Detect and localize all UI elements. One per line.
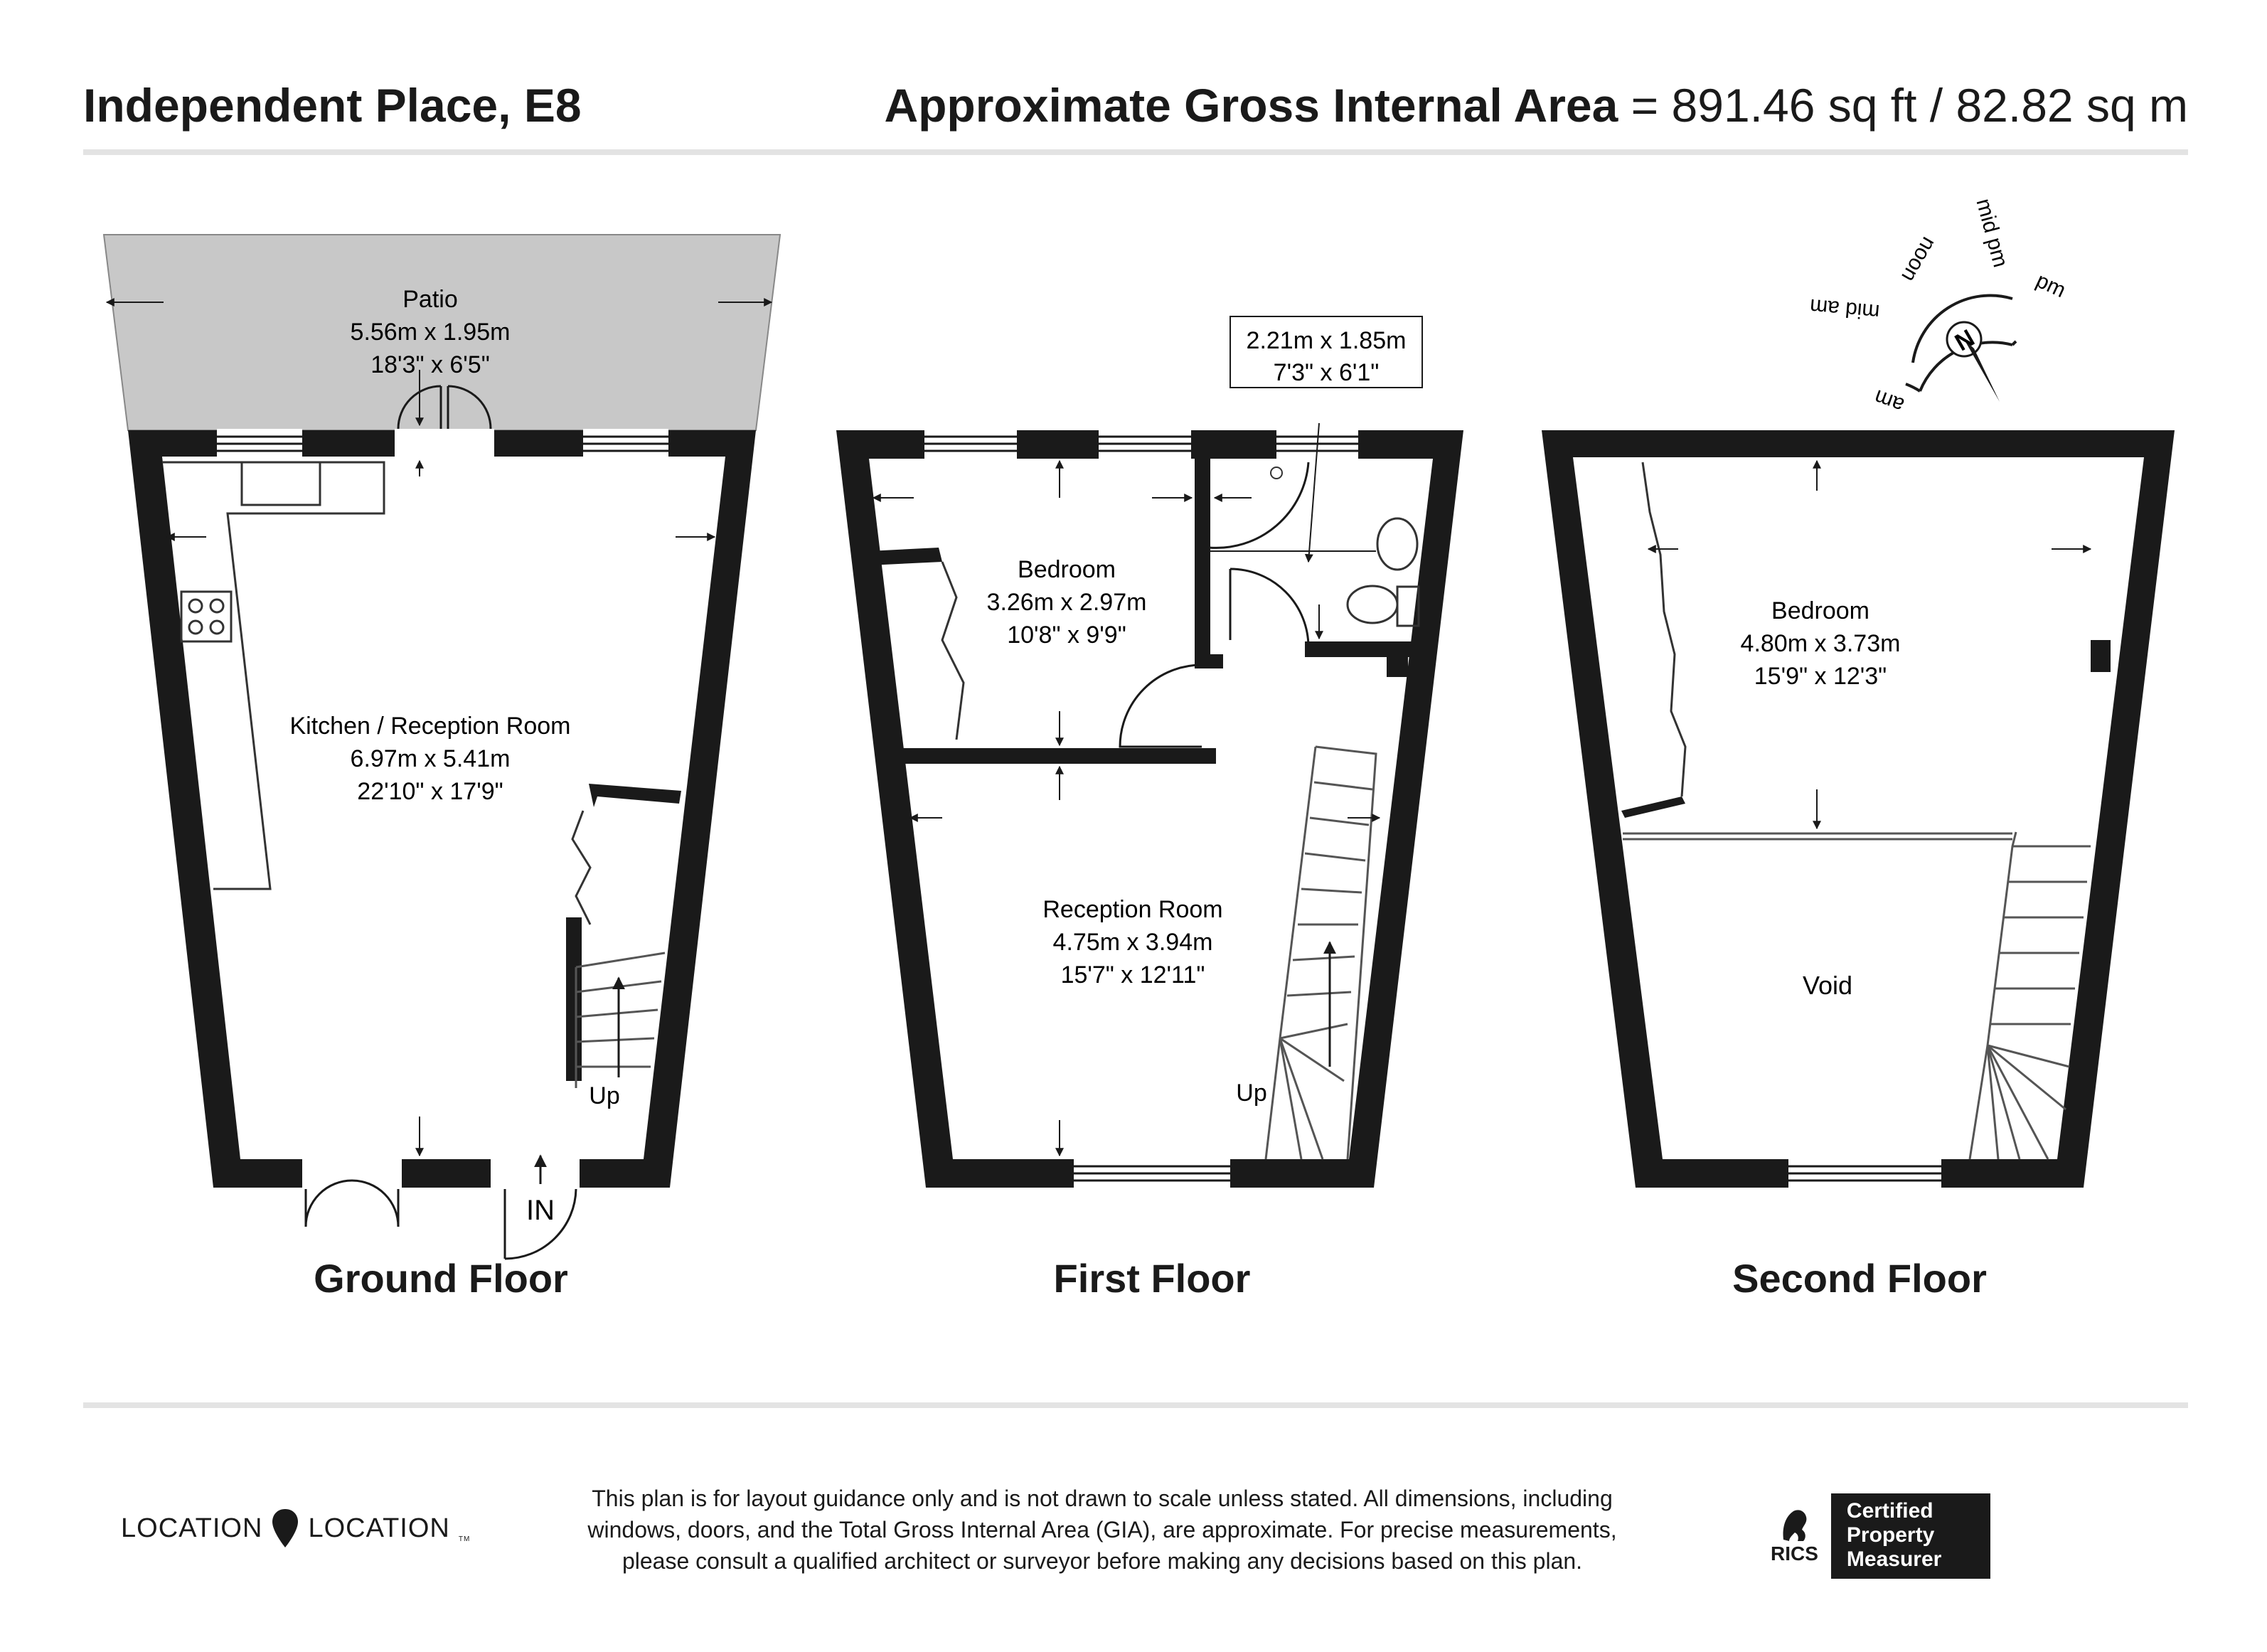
void-label: Void	[1802, 971, 1853, 1000]
compass-north-label: N	[1950, 324, 1980, 357]
second-bedroom-imperial: 15'9" x 12'3"	[1754, 663, 1887, 690]
kitchen-name: Kitchen / Reception Room	[289, 713, 571, 740]
patio-name: Patio	[402, 286, 458, 313]
cpm-line-1: Certified	[1846, 1499, 1933, 1523]
compass-pm-label: pm	[2032, 268, 2069, 303]
first-bedroom-imperial: 10'8" x 9'9"	[1007, 622, 1126, 649]
cpm-line-2: Property	[1846, 1523, 1935, 1547]
gia-label: Approximate Gross Internal Area	[884, 79, 1618, 132]
kitchen-metric: 6.97m x 5.41m	[350, 745, 511, 772]
first-bedroom-name: Bedroom	[1018, 556, 1116, 583]
second-bedroom-name: Bedroom	[1771, 597, 1869, 624]
cpm-line-3: Measurer	[1846, 1547, 1942, 1571]
logo-word-left: LOCATION	[121, 1513, 263, 1543]
certified-property-measurer-badge	[1831, 1493, 1990, 1579]
location-location-logo	[121, 1508, 470, 1549]
first-floor-label: First Floor	[1053, 1256, 1251, 1301]
property-name: Independent Place, E8	[83, 79, 582, 132]
disclaimer-line-1: This plan is for layout guidance only and is not drawn to scale unless stated. All dimensions, including	[592, 1486, 1613, 1511]
disclaimer-line-2: windows, doors, and the Total Gross Internal Area (GIA), are approximate. For precise measurements,	[587, 1517, 1617, 1542]
compass-am-label: am	[1871, 385, 1907, 417]
gia-value: = 891.46 sq ft / 82.82 sq m	[1631, 79, 2188, 132]
compass-rose	[1809, 196, 2069, 417]
ground-floor-walls	[128, 430, 756, 1188]
rics-lion-icon	[1778, 1507, 1810, 1542]
kitchen-imperial: 22'10" x 17'9"	[357, 778, 503, 805]
ground-stairs-up-label: Up	[589, 1082, 620, 1109]
rics-mark	[1771, 1507, 1818, 1565]
compass-mid-am-label: mid am	[1808, 294, 1881, 324]
bathroom-metric: 2.21m x 1.85m	[1246, 327, 1407, 354]
second-floor-plan	[1542, 430, 2175, 1189]
bathroom-imperial: 7'3" x 6'1"	[1273, 359, 1380, 386]
rics-badge	[1771, 1493, 1990, 1579]
compass-mid-pm-label: mid pm	[1971, 196, 2012, 270]
first-floor-walls	[836, 430, 1463, 1188]
first-bedroom-metric: 3.26m x 2.97m	[986, 589, 1147, 616]
rics-label: RICS	[1771, 1542, 1818, 1565]
disclaimer	[498, 1483, 1707, 1577]
second-floor-label: Second Floor	[1732, 1256, 1987, 1301]
second-bedroom-metric: 4.80m x 3.73m	[1740, 630, 1901, 657]
reception-metric: 4.75m x 3.94m	[1052, 929, 1213, 956]
reception-name: Reception Room	[1042, 896, 1223, 923]
first-stairs-up-label: Up	[1236, 1080, 1267, 1107]
compass-noon-label: noon	[1897, 233, 1941, 286]
reception-imperial: 15'7" x 12'11"	[1060, 961, 1205, 988]
logo-trademark: TM	[458, 1535, 471, 1543]
first-floor-plan	[836, 316, 1463, 1189]
ground-floor-plan	[104, 235, 780, 1259]
patio-imperial: 18'3" x 6'5"	[370, 351, 490, 378]
logo-word-right: LOCATION	[308, 1513, 450, 1543]
ground-floor-label: Ground Floor	[314, 1256, 568, 1301]
disclaimer-line-3: please consult a qualified architect or surveyor before making any decisions based on this plan.	[622, 1548, 1583, 1574]
entrance-label: IN	[526, 1195, 555, 1226]
patio-metric: 5.56m x 1.95m	[350, 319, 511, 346]
map-pin-icon	[271, 1508, 299, 1549]
